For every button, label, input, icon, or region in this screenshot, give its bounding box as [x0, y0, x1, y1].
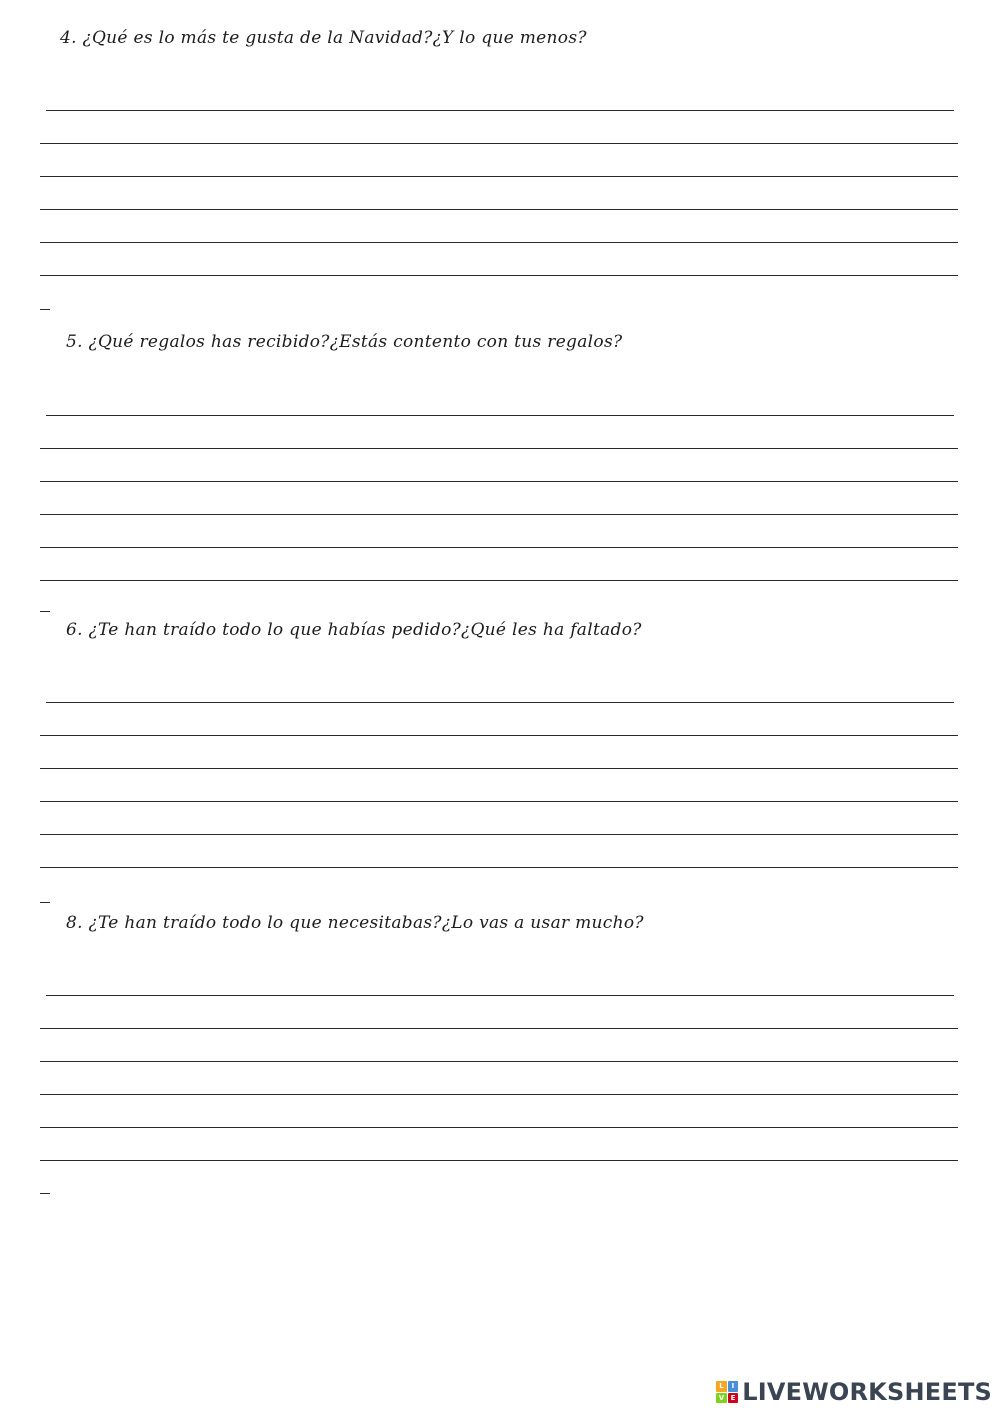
liveworksheets-logo-icon	[716, 1381, 738, 1403]
answer-line[interactable]	[40, 448, 958, 449]
dash-mark	[40, 902, 50, 903]
logo-letter: V	[716, 1393, 727, 1404]
answer-line[interactable]	[40, 834, 958, 835]
question-6: 6. ¿Te han traído todo lo que habías pedido?¿Qué les ha faltado?	[66, 620, 642, 640]
answer-line[interactable]	[40, 1160, 958, 1161]
answer-line[interactable]	[40, 1127, 958, 1128]
answer-line[interactable]	[40, 514, 958, 515]
answer-line[interactable]	[46, 415, 954, 416]
brand-name: LIVEWORKSHEETS	[742, 1378, 992, 1406]
logo-letter: E	[728, 1393, 739, 1404]
answer-line[interactable]	[40, 176, 958, 177]
liveworksheets-branding	[716, 1378, 992, 1406]
dash-mark	[40, 611, 50, 612]
answer-line[interactable]	[40, 735, 958, 736]
dash-mark	[40, 1193, 50, 1194]
answer-line[interactable]	[46, 995, 954, 996]
dash-mark	[40, 309, 50, 310]
answer-line[interactable]	[40, 547, 958, 548]
answer-line[interactable]	[40, 1028, 958, 1029]
question-4: 4. ¿Qué es lo más te gusta de la Navidad?¿Y lo que menos?	[60, 28, 587, 48]
question-5: 5. ¿Qué regalos has recibido?¿Estás contento con tus regalos?	[66, 332, 623, 352]
answer-line[interactable]	[40, 242, 958, 243]
answer-line[interactable]	[40, 1094, 958, 1095]
answer-line[interactable]	[40, 801, 958, 802]
answer-line[interactable]	[40, 768, 958, 769]
answer-line[interactable]	[40, 209, 958, 210]
logo-letter: L	[716, 1381, 727, 1392]
question-8: 8. ¿Te han traído todo lo que necesitabas?¿Lo vas a usar mucho?	[66, 913, 644, 933]
answer-line[interactable]	[40, 143, 958, 144]
answer-line[interactable]	[40, 481, 958, 482]
answer-line[interactable]	[46, 110, 954, 111]
answer-line[interactable]	[46, 702, 954, 703]
logo-letter: I	[728, 1381, 739, 1392]
answer-line[interactable]	[40, 275, 958, 276]
answer-line[interactable]	[40, 580, 958, 581]
answer-line[interactable]	[40, 1061, 958, 1062]
answer-line[interactable]	[40, 867, 958, 868]
